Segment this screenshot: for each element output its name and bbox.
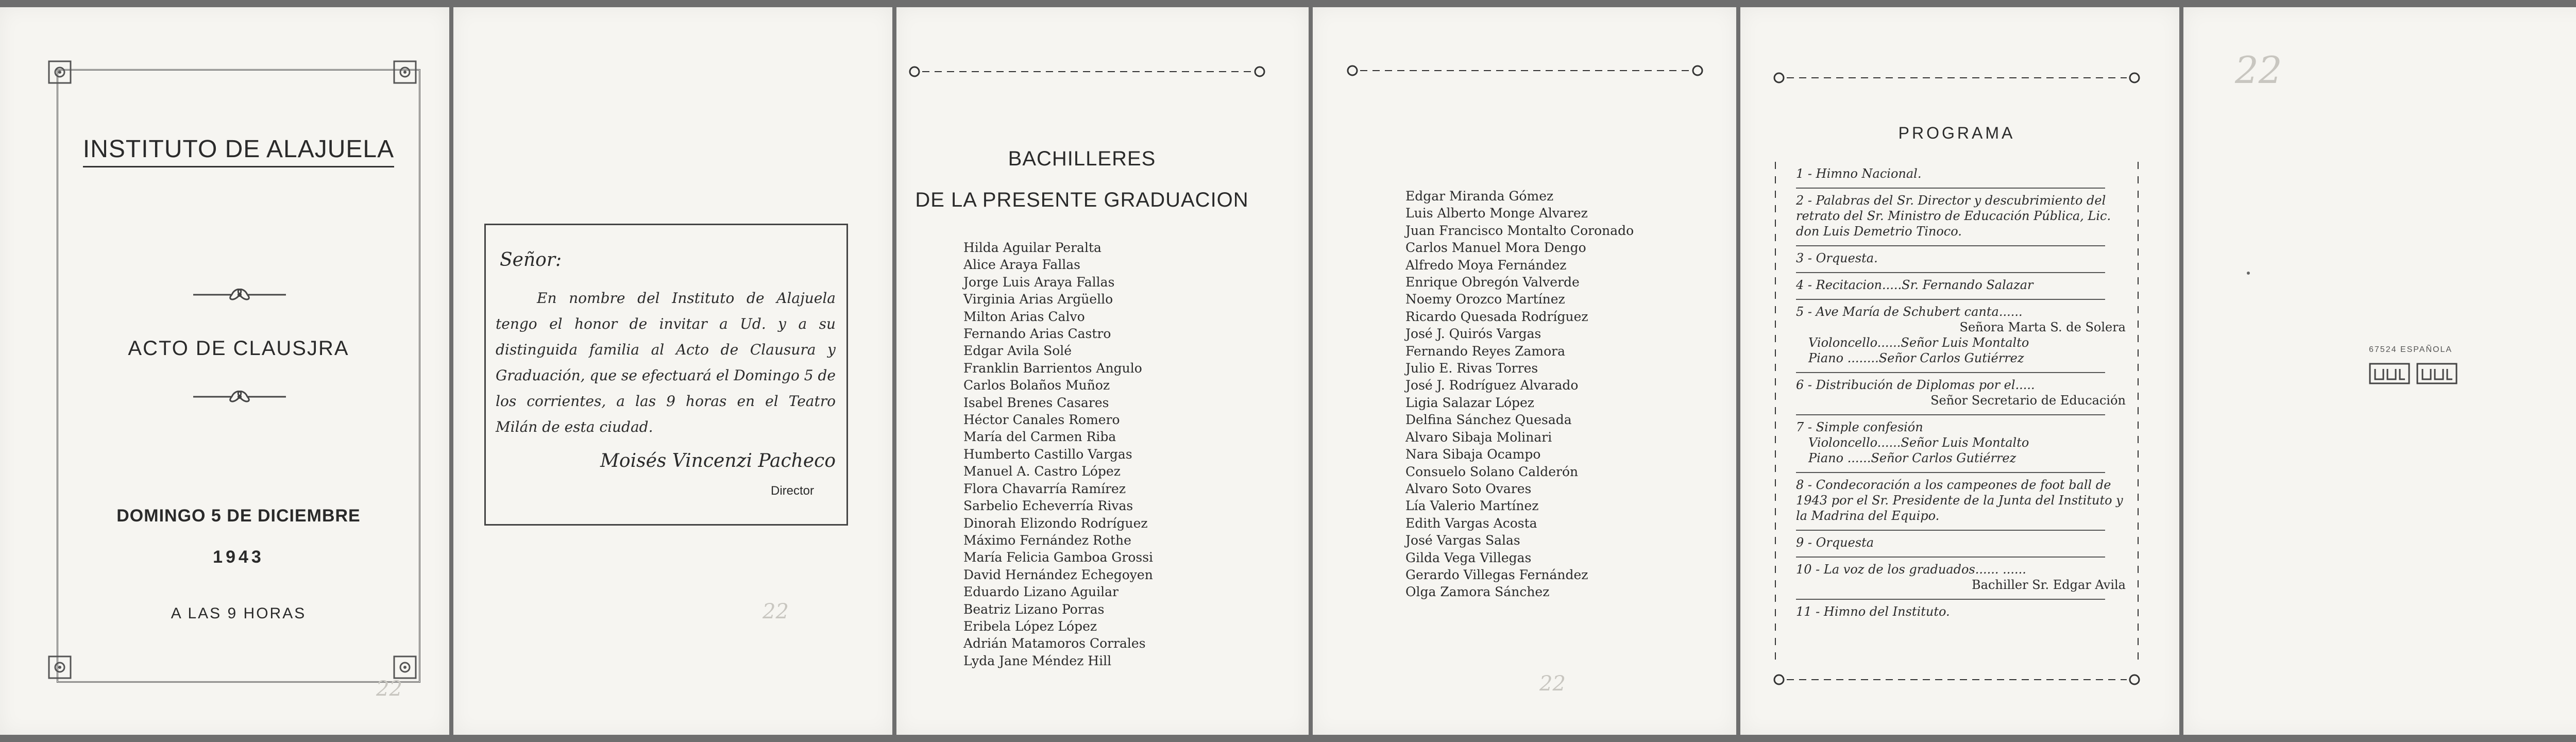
graduate-name: Noemy Orozco Martínez [1405, 292, 1565, 307]
pencil-mark: 22 [2235, 48, 2282, 92]
program-item [1796, 477, 2126, 524]
graduate-name: Ricardo Quesada Rodríguez [1405, 309, 1588, 324]
event-year: 1943 [213, 547, 264, 567]
ornamental-border-icon [1345, 63, 1705, 78]
graduate-name: José J. Quirós Vargas [1405, 326, 1541, 342]
program-item-text: 2 - Palabras del Sr. Director y descubrimiento del retrato del Sr. Ministro de Educación Pública, Lic. don Luis Demetrio Tinoco. [1796, 193, 2111, 239]
graduate-name: Franklin Barrientos Angulo [963, 360, 1142, 376]
program-divider [1796, 372, 2105, 373]
program-divider [1796, 472, 2105, 473]
graduates-subheading: DE LA PRESENTE GRADUACION [915, 189, 1249, 211]
program-divider [1796, 272, 2105, 273]
graduate-name: Alvaro Sibaja Molinari [1405, 429, 1552, 445]
cover-panel [0, 7, 449, 735]
program-item [1796, 193, 2126, 239]
event-title: ACTO DE CLAUSJRA [128, 337, 349, 360]
program-item [1796, 535, 2126, 550]
program-item [1796, 377, 2126, 408]
graduate-name: Carlos Manuel Mora Dengo [1405, 240, 1586, 256]
invitation-text: En nombre del Instituto de Alajuela tengo el honor de invitar a Ud. y a su distinguida familia al Acto de Clausura y Graduación, que se efectuará el Domingo 5 de los corrientes, a las 9 horas en el Teatro Milán de esta ciudad. [496, 290, 836, 435]
graduate-name: Lyda Jane Méndez Hill [963, 653, 1112, 668]
program-item-text: 1 - Himno Nacional. [1796, 166, 1922, 181]
graduates-panel-2 [1313, 7, 1736, 735]
graduate-name: Virginia Arias Argüello [963, 292, 1113, 307]
graduate-name: Héctor Canales Romero [963, 412, 1120, 428]
program-item-performer: Señora Marta S. de Solera [1959, 320, 2126, 334]
graduate-name: Ligia Salazar López [1405, 395, 1534, 410]
graduate-name: Beatriz Lizano Porras [963, 601, 1105, 617]
program-item [1796, 304, 2126, 366]
back-panel [2183, 7, 2576, 735]
graduate-name: Humberto Castillo Vargas [963, 446, 1132, 462]
corner-ornament-icon [393, 60, 417, 85]
side-border-icon [1770, 162, 1781, 667]
graduate-name: Juan Francisco Montalto Coronado [1405, 223, 1634, 238]
program-item-text: 4 - Recitacion.....Sr. Fernando Salazar [1796, 278, 2033, 292]
graduate-name: Jorge Luis Araya Fallas [963, 274, 1115, 290]
graduate-name: Alice Araya Fallas [963, 257, 1080, 273]
graduate-name: Alvaro Soto Ovares [1405, 481, 1532, 496]
corner-ornament-icon [47, 60, 72, 85]
graduates-list [1405, 188, 1634, 601]
graduate-name: Lía Valerio Martínez [1405, 498, 1539, 514]
program-item-text: 8 - Condecoración a los campeones de foot ball de 1943 por el Sr. Presidente de la Junta del Instituto y la Madrina del Equipo. [1796, 478, 2123, 523]
program-item [1796, 277, 2126, 293]
dot-mark-icon [2246, 271, 2250, 275]
program-divider [1796, 245, 2105, 246]
program-item-text: 6 - Distribución de Diplomas por el..... [1796, 378, 2035, 392]
graduate-name: Luis Alberto Monge Alvarez [1405, 206, 1588, 221]
graduate-name: Alfredo Moya Fernández [1405, 257, 1567, 273]
flourish-icon [191, 387, 289, 406]
pencil-mark: 22 [762, 600, 789, 623]
program-item-text: 7 - Simple confesión [1796, 420, 1923, 434]
ornamental-border-icon [1771, 672, 2142, 687]
program-list [1796, 166, 2126, 626]
graduate-name: Gerardo Villegas Fernández [1405, 567, 1588, 582]
flourish-icon [191, 285, 289, 304]
graduate-name: Manuel A. Castro López [963, 464, 1121, 479]
graduate-name: María Felicia Gamboa Grossi [963, 550, 1154, 565]
event-time: A LAS 9 HORAS [171, 605, 307, 622]
signature: Moisés Vincenzi Pacheco [600, 450, 836, 471]
program-item-text: 9 - Orquesta [1796, 535, 1874, 550]
graduate-name: Enrique Obregón Valverde [1405, 275, 1580, 290]
ornamental-border-icon [907, 64, 1267, 79]
program-item [1796, 166, 2126, 181]
program-divider [1796, 530, 2105, 531]
graduate-name: Carlos Bolaños Muñoz [963, 378, 1110, 393]
graduate-name: Dinorah Elizondo Rodríguez [963, 515, 1148, 531]
graduate-name: María del Carmen Riba [963, 429, 1116, 445]
side-border-icon [2133, 162, 2143, 667]
program-item-text: 10 - La voz de los graduados...... ...... [1796, 562, 2026, 577]
program-item-performer: Bachiller Sr. Edgar Avila [1972, 578, 2126, 592]
program-item-text: 11 - Himno del Instituto. [1796, 604, 1950, 619]
corner-ornament-icon [47, 655, 72, 680]
program-item [1796, 250, 2126, 266]
program-item [1796, 562, 2126, 593]
graduates-list [963, 239, 1153, 669]
pencil-mark: 22 [1539, 672, 1566, 696]
ornamental-border-icon [1771, 70, 2142, 86]
graduate-name: Gilda Vega Villegas [1405, 550, 1532, 565]
program-item-text: 5 - Ave María de Schubert canta...... [1796, 305, 2023, 319]
signature-role: Director [770, 484, 814, 498]
graduate-name: Consuelo Solano Calderón [1405, 464, 1579, 479]
graduate-name: Fernando Arias Castro [963, 326, 1111, 342]
graduate-name: Edith Vargas Acosta [1405, 515, 1537, 531]
graduate-name: Nara Sibaja Ocampo [1405, 447, 1541, 462]
graduate-name: Olga Zamora Sánchez [1405, 584, 1550, 600]
printer-logo-icon [2368, 362, 2461, 385]
program-divider [1796, 556, 2105, 558]
graduate-name: Sarbelio Echeverría Rivas [963, 498, 1133, 514]
event-date: DOMINGO 5 DE DICIEMBRE [116, 506, 361, 526]
program-item-text: 3 - Orquesta. [1796, 251, 1878, 265]
graduate-name: Julio E. Rivas Torres [1405, 361, 1538, 376]
program-item [1796, 419, 2126, 466]
graduate-name: Isabel Brenes Casares [963, 395, 1109, 410]
graduate-name: José J. Rodríguez Alvarado [1405, 378, 1579, 393]
program-item [1796, 604, 2126, 619]
graduate-name: Hilda Aguilar Peralta [963, 240, 1101, 255]
institute-title: INSTITUTO DE ALAJUELA [57, 135, 420, 163]
salutation: Señor: [500, 249, 562, 271]
graduate-name: Eduardo Lizano Aguilar [963, 584, 1118, 600]
program-divider [1796, 599, 2105, 600]
program-item-detail: Violoncello......Señor Luis Montalto [1808, 435, 2029, 450]
program-item-performer: Señor Secretario de Educación [1930, 393, 2126, 408]
program-panel [1740, 7, 2179, 735]
program-divider [1796, 299, 2105, 300]
graduate-name: Flora Chavarría Ramírez [963, 481, 1126, 496]
graduate-name: Edgar Miranda Gómez [1405, 189, 1554, 204]
graduate-name: José Vargas Salas [1405, 533, 1520, 548]
graduate-name: Fernando Reyes Zamora [1405, 343, 1566, 359]
pencil-mark: 22 [376, 677, 402, 701]
program-item-detail: Violoncello......Señor Luis Montalto [1808, 335, 2029, 350]
graduates-panel-1 [896, 7, 1309, 735]
graduate-name: Adrián Matamoros Corrales [963, 636, 1146, 651]
graduate-name: Máximo Fernández Rothe [963, 532, 1131, 548]
graduate-name: David Hernández Echegoyen [963, 567, 1153, 582]
graduate-name: Milton Arias Calvo [963, 309, 1085, 324]
corner-ornament-icon [393, 655, 417, 680]
graduates-heading: BACHILLERES [1008, 147, 1156, 170]
program-divider [1796, 414, 2105, 415]
graduate-name: Eribela López López [963, 618, 1097, 634]
program-item-detail: Piano ........Señor Carlos Gutiérrez [1808, 351, 2024, 365]
printer-code: 67524 ESPAÑOLA [2369, 345, 2453, 354]
program-item-detail: Piano ......Señor Carlos Gutiérrez [1808, 451, 2016, 465]
graduate-name: Edgar Avila Solé [963, 343, 1072, 359]
program-title: PROGRAMA [1898, 124, 2015, 142]
graduate-name: Delfina Sánchez Quesada [1405, 412, 1572, 428]
program-divider [1796, 188, 2105, 189]
invitation-panel [453, 7, 892, 735]
